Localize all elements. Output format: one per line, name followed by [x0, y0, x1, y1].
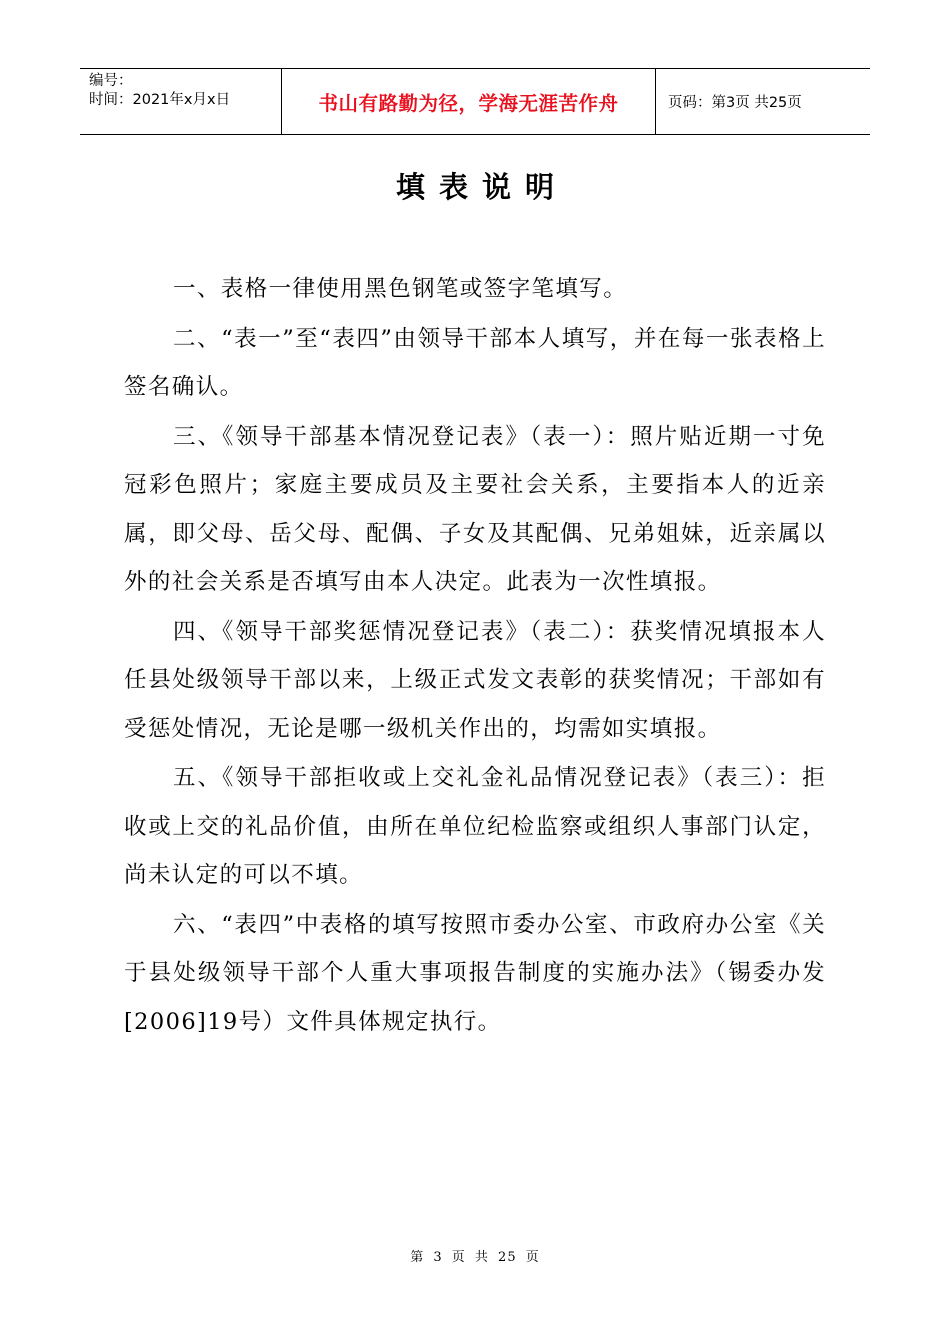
paragraph-5: 五、《领导干部拒收或上交礼金礼品情况登记表》（表三）：拒收或上交的礼品价值，由所在单位纪检监察或组织人事部门认定，尚未认定的可以不填。 — [124, 765, 826, 888]
instructions-body — [124, 265, 826, 1047]
header-time: 时间：2021年x月x日 — [89, 92, 231, 108]
paragraph-1: 一、表格一律使用黑色钢笔或签字笔填写。 — [173, 276, 628, 302]
header-number: 编号： — [89, 73, 133, 89]
paragraph-2: 二、“表一”至“表四”由领导干部本人填写，并在每一张表格上签名确认。 — [124, 325, 826, 400]
paragraph-4: 四、《领导干部奖惩情况登记表》（表二）：获奖情况填报本人任县处级领导干部以来，上级正式发文表彰的获奖情况；干部如有受惩处情况，无论是哪一级机关作出的，均需如实填报。 — [124, 618, 826, 742]
page-title: 填表说明 — [395, 170, 568, 204]
paragraph-6: 六、“表四”中表格的填写按照市委办公室、市政府办公室《关于县处级领导干部个人重大事项报告制度的实施办法》（锡委办发[2006]19号）文件具体规定执行。 — [124, 911, 826, 1035]
header-motto: 书山有路勤为径，学海无涯苦作舟 — [318, 91, 619, 115]
header-meta — [80, 69, 282, 134]
header-page-info: 页码：第3页 共25页 — [668, 95, 802, 111]
header-motto-cell — [282, 69, 656, 134]
paragraph-3: 三、《领导干部基本情况登记表》（表一）：照片贴近期一寸免冠彩色照片；家庭主要成员及主要社会关系，主要指本人的近亲属，即父母、岳父母、配偶、子女及其配偶、兄弟姐妹，近亲属以外的社会关系是否填写由本人决定。此表为一次性填报。 — [124, 423, 826, 595]
document-header — [80, 68, 870, 135]
page-footer: 第 3 页 共 25 页 — [410, 1250, 540, 1265]
